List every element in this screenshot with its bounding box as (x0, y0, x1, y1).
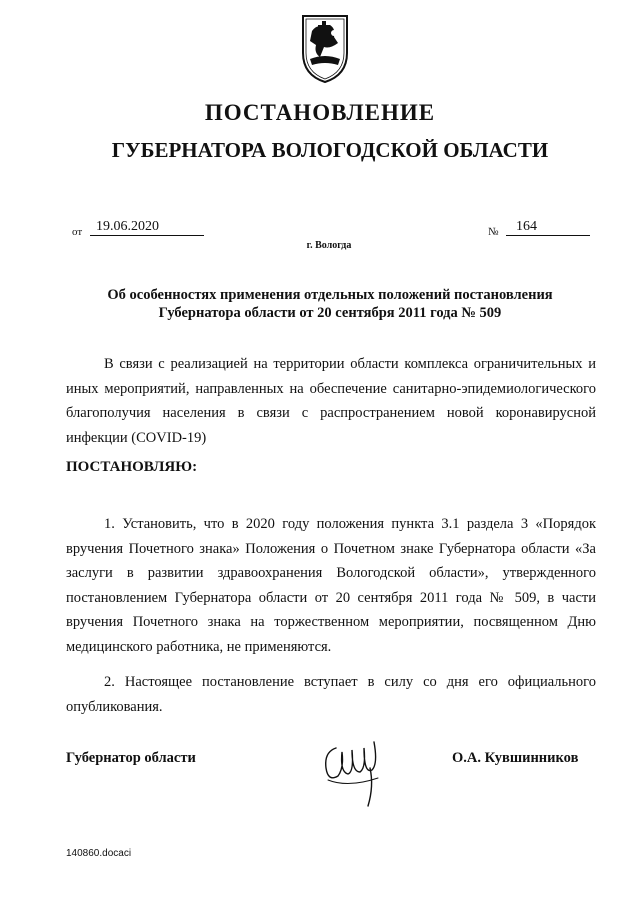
coat-of-arms-icon (300, 13, 350, 85)
preamble-paragraph: В связи с реализацией на территории области комплекса ограничительных и иных мероприятий, направленных на обеспечение санитарно-эпидемиологического благополучия населения в связи с распространением новой коронавирусной инфекции (COVID-19) (66, 356, 596, 446)
number-prefix: № (488, 226, 499, 238)
signatory-role: Губернатор области (66, 750, 196, 766)
document-number: 164 (506, 219, 590, 236)
resolve-heading: ПОСТАНОВЛЯЮ: (66, 459, 198, 475)
document-date: 19.06.2020 (90, 219, 204, 236)
signatory-name: О.А. Кувшинников (452, 750, 579, 766)
document-reference: 140860.docaci (66, 848, 132, 859)
document-title: ПОСТАНОВЛЕНИЕ (204, 100, 436, 125)
item-2-paragraph: 2. Настоящее постановление вступает в силу со дня его официального опубликования. (66, 674, 596, 715)
item-1-paragraph: 1. Установить, что в 2020 году положения пункта 3.1 раздела 3 «Порядок вручения Почетного знака» Положения о Почетном знаке Губернатора области «За заслуги в развитии здравоохранения Вологодской области», утвержденного постановлением Губернатора области от 20 сентября 2011 года № 509, в части вручения Почетного знака на торжественном мероприятии, посвященном Дню медицинского работника, не применяются. (66, 516, 596, 655)
document-subtitle: ГУБЕРНАТОРА ВОЛОГОДСКОЙ ОБЛАСТИ (111, 138, 549, 162)
date-prefix: от (72, 226, 83, 238)
city-label: г. Вологда (306, 240, 352, 251)
handwritten-signature (318, 728, 390, 810)
document-subject: Об особенностях применения отдельных положений постановления Губернатора области от 20 сентября 2011 года № 509 (107, 287, 553, 321)
